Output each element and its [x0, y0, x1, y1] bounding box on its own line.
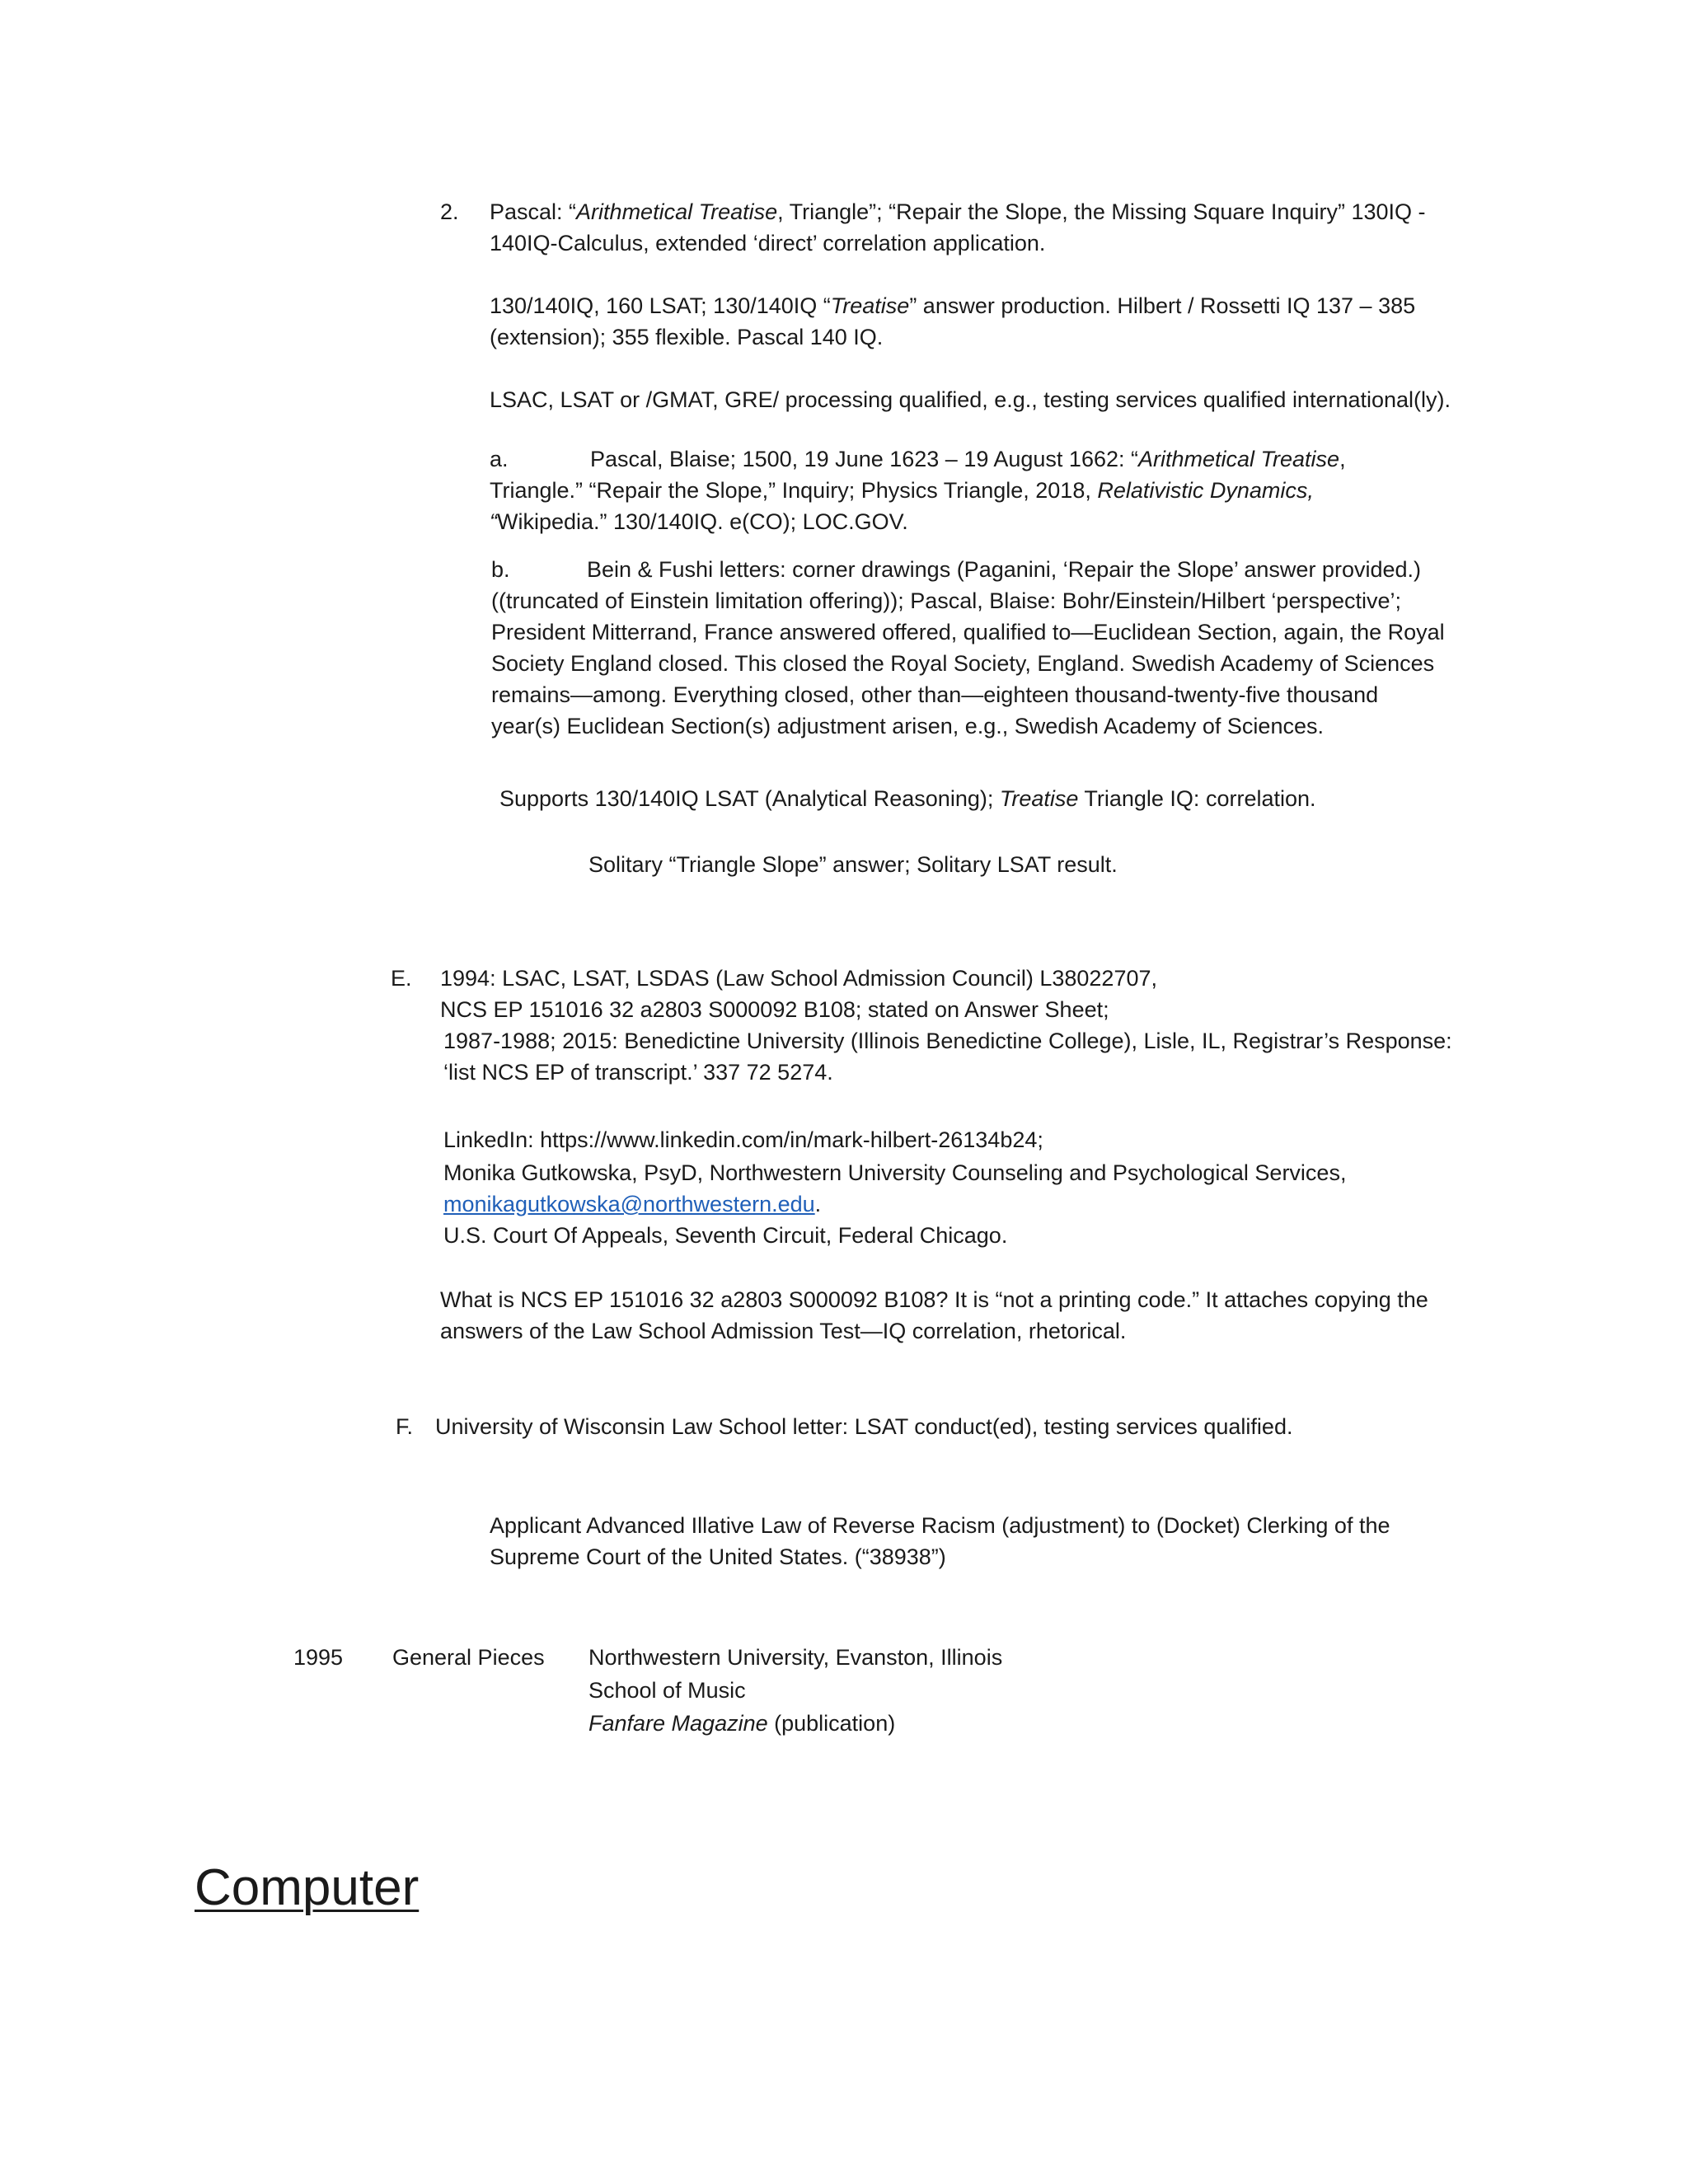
- sub-b-text: Bein & Fushi letters: corner drawings (Paganini, ‘Repair the Slope’ answer provided.) ((truncated of Einstein limitation offering)); Pascal, Blaise: Bohr/Einstein/Hilbert ‘perspective’; President Mitterrand, France answered offered, qualified to—Euclidean Section, again, the Royal Society England closed. This closed the Royal Society, England. Swedish Academy of Sciences remains—among. Everything closed, other than—eighteen thousand-twenty-five thousand year(s) Euclidean Section(s) adjustment arisen, e.g., Swedish Academy of Sciences.: [491, 557, 1445, 738]
- email-link[interactable]: monikagutkowska@northwestern.edu: [443, 1192, 815, 1216]
- item-2-paragraph-3: LSAC, LSAT or /GMAT, GRE/ processing qualified, e.g., testing services qualified international(ly).: [490, 387, 1451, 412]
- section-heading-computer: Computer: [195, 1859, 420, 1916]
- sub-a-label: a.: [490, 447, 509, 471]
- linkedin-line: LinkedIn: https://www.linkedin.com/in/mark-hilbert-26134b24;: [443, 1127, 1043, 1152]
- item-e-contacts: LinkedIn: https://www.linkedin.com/in/mark-hilbert-26134b24; Monika Gutkowska, PsyD, Northwestern University Counseling and Psychological Services, monikagutkowska@northwestern.edu. U.S. Court Of Appeals, Seventh Circuit, Federal Chicago.: [443, 1124, 1531, 1251]
- applicant-block: Applicant Advanced Illative Law of Reverse Racism (adjustment) to (Docket) Clerking of the Supreme Court of the United States. (“38938”): [490, 1513, 1390, 1569]
- sub-a-text: Pascal, Blaise; 1500, 19 June 1623 – 19 August 1662: “Arithmetical Treatise, Triangle.” “Repair the Slope,” Inquiry; Physics Triangle, 2018, Relativistic Dynamics, “Wikipedia.” 130/140IQ. e(CO); LOC.GOV.: [490, 447, 1346, 534]
- item-2-paragraph-1: Pascal: “Arithmetical Treatise, Triangle”; “Repair the Slope, the Missing Square Inquiry” 130IQ - 140IQ-Calculus, extended ‘direct’ correlation application.: [490, 199, 1426, 255]
- entry-category: General Pieces: [392, 1645, 545, 1670]
- sub-b-label: b.: [491, 557, 510, 582]
- item-e-question: What is NCS EP 151016 32 a2803 S000092 B108? It is “not a printing code.” It attaches copying the answers of the Law School Admission Test—IQ correlation, rhetorical.: [440, 1287, 1428, 1343]
- supports-line: Supports 130/140IQ LSAT (Analytical Reasoning); Treatise Triangle IQ: correlation.: [499, 786, 1316, 811]
- solitary-line: Solitary “Triangle Slope” answer; Solitary LSAT result.: [588, 852, 1118, 877]
- item-e-block: 1994: LSAC, LSAT, LSDAS (Law School Admission Council) L38022707, NCS EP 151016 32 a2803 S000092 B108; stated on Answer Sheet; 1987-1988; 2015: Benedictine University (Illinois Benedictine College), Lisle, IL, Registrar’s Response: ‘list NCS EP of transcript.’ 337 72 5274.: [440, 966, 1452, 1085]
- item-f-label: F.: [396, 1414, 414, 1439]
- item-2-number: 2.: [440, 199, 459, 224]
- entry-year: 1995: [293, 1645, 344, 1670]
- item-2-paragraph-2: 130/140IQ, 160 LSAT; 130/140IQ “Treatise” answer production. Hilbert / Rossetti IQ 137 – 385 (extension); 355 flexible. Pascal 140 IQ.: [490, 293, 1416, 349]
- item-f-text: University of Wisconsin Law School letter: LSAT conduct(ed), testing services qualified.: [435, 1414, 1293, 1439]
- item-e-label: E.: [391, 966, 412, 991]
- monika-line: Monika Gutkowska, PsyD, Northwestern University Counseling and Psychological Services,: [443, 1160, 1347, 1185]
- court-line: U.S. Court Of Appeals, Seventh Circuit, Federal Chicago.: [443, 1223, 1008, 1248]
- entry-details: Northwestern University, Evanston, Illinois School of Music Fanfare Magazine (publication): [588, 1645, 1003, 1736]
